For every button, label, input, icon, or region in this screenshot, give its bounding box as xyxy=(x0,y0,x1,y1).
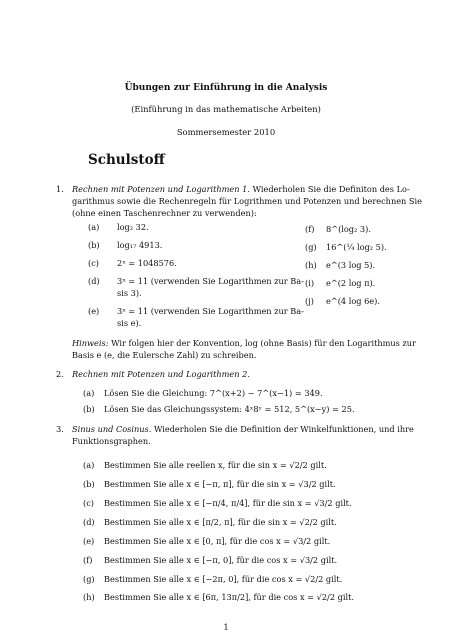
ex3-item-a-label: (a) xyxy=(83,460,95,470)
exercise-3-title: Sinus und Cosinus. xyxy=(72,424,152,434)
ex3-item-c-label: (c) xyxy=(83,498,94,508)
ex1-item-g-text: 16^(¼ log₂ 5). xyxy=(326,242,387,252)
exercise-3-intro-line1 xyxy=(72,424,414,434)
ex1-item-e-line2: sis e). xyxy=(117,318,142,328)
ex1-item-f-text: 8^(log₂ 3). xyxy=(326,224,371,234)
ex2-item-a-text: Lösen Sie die Gleichung: 7^(x+2) − 7^(x−1) = 349. xyxy=(104,388,323,398)
ex1-item-i-text: e^(2 log π). xyxy=(326,278,376,288)
ex1-item-h-label: (h) xyxy=(305,260,317,270)
exercise-3-intro-start: Wiederholen Sie die Definition der Winkelfunktionen, und ihre xyxy=(153,424,414,434)
ex1-item-d-line1: 3ˣ = 11 (verwenden Sie Logarithmen zur Ba- xyxy=(117,276,304,286)
ex3-item-f-label: (f) xyxy=(83,555,93,565)
hint-text: Wir folgen hier der Konvention, log (ohne Basis) für den Logarithmus zur xyxy=(111,338,416,348)
ex2-item-a-label: (a) xyxy=(83,388,95,398)
ex3-item-d-text: Bestimmen Sie alle x ∈ [π/2, π], für die sin x = √2/2 gilt. xyxy=(104,517,337,527)
ex1-item-b-label: (b) xyxy=(88,240,100,250)
semester-label: Sommersemester 2010 xyxy=(176,127,276,137)
exercise-1-number: 1. xyxy=(56,184,64,194)
exercise-1-title: Rechnen mit Potenzen und Logarithmen 1. xyxy=(72,184,250,194)
exercise-1-intro-line2: garithmus sowie die Rechenregeln für Logrithmen und Potenzen und berechnen Sie xyxy=(72,196,423,206)
ex3-item-g-label: (g) xyxy=(83,574,95,584)
ex3-item-b-label: (b) xyxy=(83,479,95,489)
ex1-item-g-label: (g) xyxy=(305,242,317,252)
ex3-item-a-text: Bestimmen Sie alle reellen x, für die sin x = √2/2 gilt. xyxy=(104,460,327,470)
ex2-item-b-text: Lösen Sie das Gleichungssystem: 4ˣ8ʸ = 512, 5^(x−y) = 25. xyxy=(104,404,355,414)
ex3-item-h-text: Bestimmen Sie alle x ∈ [6π, 13π/2], für die cos x = √2/2 gilt. xyxy=(104,592,354,602)
ex1-item-e-label: (e) xyxy=(88,306,100,316)
ex3-item-e-label: (e) xyxy=(83,536,95,546)
ex3-item-e-text: Bestimmen Sie alle x ∈ [0, π], für die cos x = √3/2 gilt. xyxy=(104,536,331,546)
ex1-item-a-label: (a) xyxy=(88,222,100,232)
ex3-item-h-label: (h) xyxy=(83,592,95,602)
ex1-item-h-text: e^(3 log 5). xyxy=(326,260,376,270)
ex1-item-d-label: (d) xyxy=(88,276,100,286)
ex1-item-d-line2: sis 3). xyxy=(117,288,142,298)
ex1-item-c-text: 2ˣ = 1048576. xyxy=(117,258,177,268)
ex1-item-i-label: (i) xyxy=(305,278,315,288)
ex1-item-f-label: (f) xyxy=(305,224,315,234)
ex3-item-c-text: Bestimmen Sie alle x ∈ [−π/4, π/4], für die sin x = √3/2 gilt. xyxy=(104,498,352,508)
ex1-item-a-text: log₂ 32. xyxy=(117,222,149,232)
ex3-item-b-text: Bestimmen Sie alle x ∈ [−π, π], für die sin x = √3/2 gilt. xyxy=(104,479,336,489)
ex1-item-e-line1: 3ˣ = 11 (verwenden Sie Logarithmen zur Ba- xyxy=(117,306,304,316)
document-subtitle: (Einführung in das mathematische Arbeiten) xyxy=(131,104,321,114)
document-title: Übungen zur Einführung in die Analysis xyxy=(124,83,328,93)
hint-line2: Basis e (e, die Eulersche Zahl) zu schreiben. xyxy=(72,350,257,360)
exercise-1-intro-line1 xyxy=(72,184,410,194)
page-number: 1 xyxy=(223,622,229,632)
exercise-3-intro-line2: Funktionsgraphen. xyxy=(72,436,151,446)
hint-line1 xyxy=(72,338,416,348)
ex1-item-b-text: log₁₇ 4913. xyxy=(117,240,163,250)
exercise-1-intro-line3: (ohne einen Taschenrechner zu verwenden): xyxy=(72,208,257,218)
exercise-3-number: 3. xyxy=(56,424,64,434)
exercise-2-title: Rechnen mit Potenzen und Logarithmen 2. xyxy=(72,369,250,379)
section-heading: Schulstoff xyxy=(88,152,165,168)
exercise-2-number: 2. xyxy=(56,369,64,379)
hint-label: Hinweis: xyxy=(72,338,109,348)
ex3-item-d-label: (d) xyxy=(83,517,95,527)
ex1-item-c-label: (c) xyxy=(88,258,99,268)
ex1-item-j-text: e^(4 log 6e). xyxy=(326,296,380,306)
exercise-1-intro-start: Wiederholen Sie die Definiton des Lo- xyxy=(252,184,410,194)
ex1-item-j-label: (j) xyxy=(305,296,314,306)
ex3-item-f-text: Bestimmen Sie alle x ∈ [−π, 0], für die cos x = √3/2 gilt. xyxy=(104,555,338,565)
ex3-item-g-text: Bestimmen Sie alle x ∈ [−2π, 0], für die cos x = √2/2 gilt. xyxy=(104,574,343,584)
ex2-item-b-label: (b) xyxy=(83,404,95,414)
